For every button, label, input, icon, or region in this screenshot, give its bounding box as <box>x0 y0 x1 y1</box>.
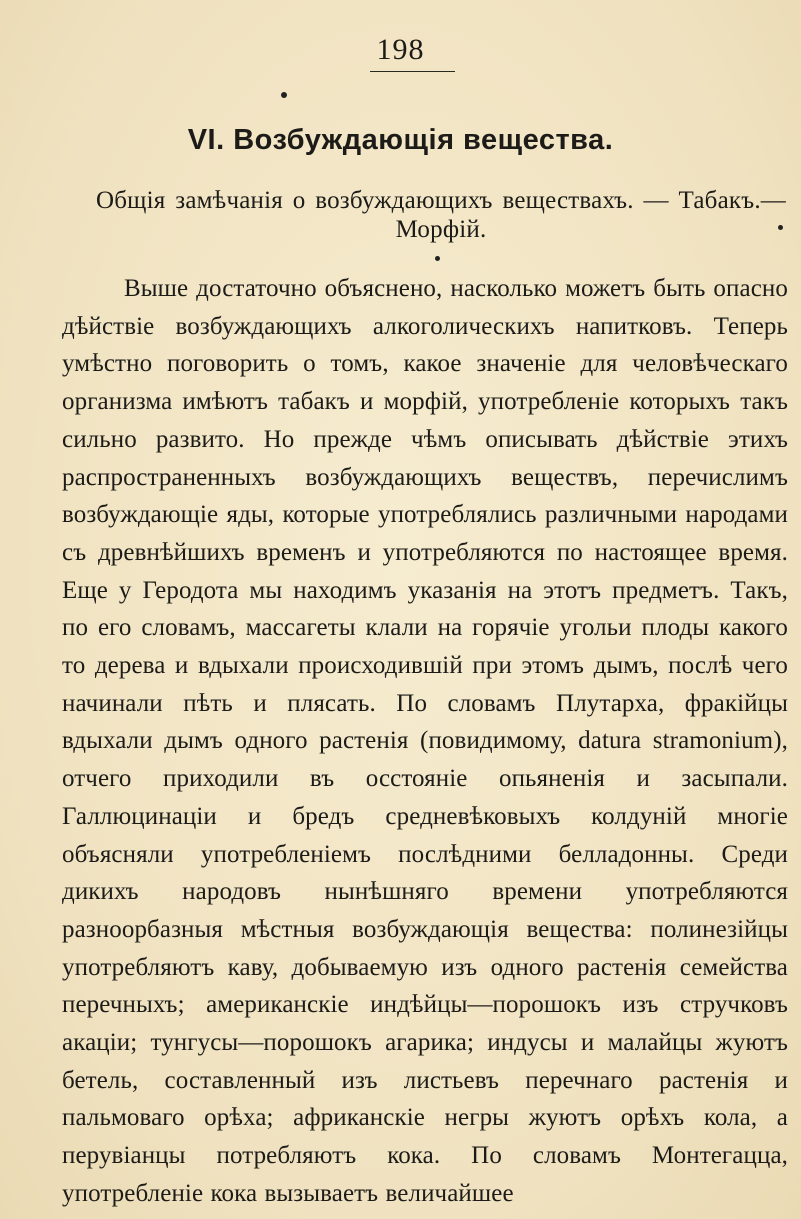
chapter-title: VI. Возбуждающія вещества. <box>187 124 614 156</box>
page-number-rule <box>370 71 455 72</box>
ink-speck <box>281 92 287 98</box>
page-number: 198 <box>376 33 425 66</box>
body-paragraph: Выше достаточно объяснено, насколько можетъ быть опасно дѣйствіе возбуждающихъ алкоголическихъ напитковъ. Теперь умѣстно поговорить о томъ, какое значеніе для человѣческаго организма имѣютъ табакъ и морфій, употребленіе которыхъ такъ сильно развито. Но прежде чѣмъ описывать дѣйствіе этихъ распространенныхъ возбуждающихъ веществъ, перечислимъ возбуждающіе яды, которые употреблялись различными народами съ древнѣйшихъ временъ и употребляются по настоящее время. Еще у Геродота мы находимъ указанія на этотъ предметъ. Такъ, по его словамъ, массагеты клали на горячіе угольи плоды какого то дерева и вдыхали происходившій при этомъ дымъ, послѣ чего начинали пѣть и плясать. По словамъ Плутарха, фракійцы вдыхали дымъ одного растенія (повидимому, datura stramonium), отчего приходили въ осстояніе опьяненія и засыпали. Галлюцинаціи и бредъ средневѣковыхъ колдуній многіе объясняли употребленіемъ послѣдними белладонны. Среди дикихъ народовъ нынѣшняго времени употребляются разноорбазныя мѣстныя возбуждающія вещества: полинезійцы употребляютъ каву, добываемую изъ одного растенія семейства перечныхъ; американскіе индѣйцы—порошокъ изъ стручковъ акаціи; тунгусы—порошокъ агарика; индусы и малайцы жуютъ бетель, составленный изъ листьевъ перечнаго растенія и пальмоваго орѣха; африканскіе негры жуютъ орѣхъ кола, а перувіанцы потребляютъ кока. По словамъ Монтегацца, употребленіе кока вызываетъ величайшее <box>62 275 788 1207</box>
ink-speck <box>435 256 440 261</box>
chapter-summary: Общія замѣчанія о возбуждающихъ веществахъ. — Табакъ.— Морфій. <box>96 187 786 243</box>
